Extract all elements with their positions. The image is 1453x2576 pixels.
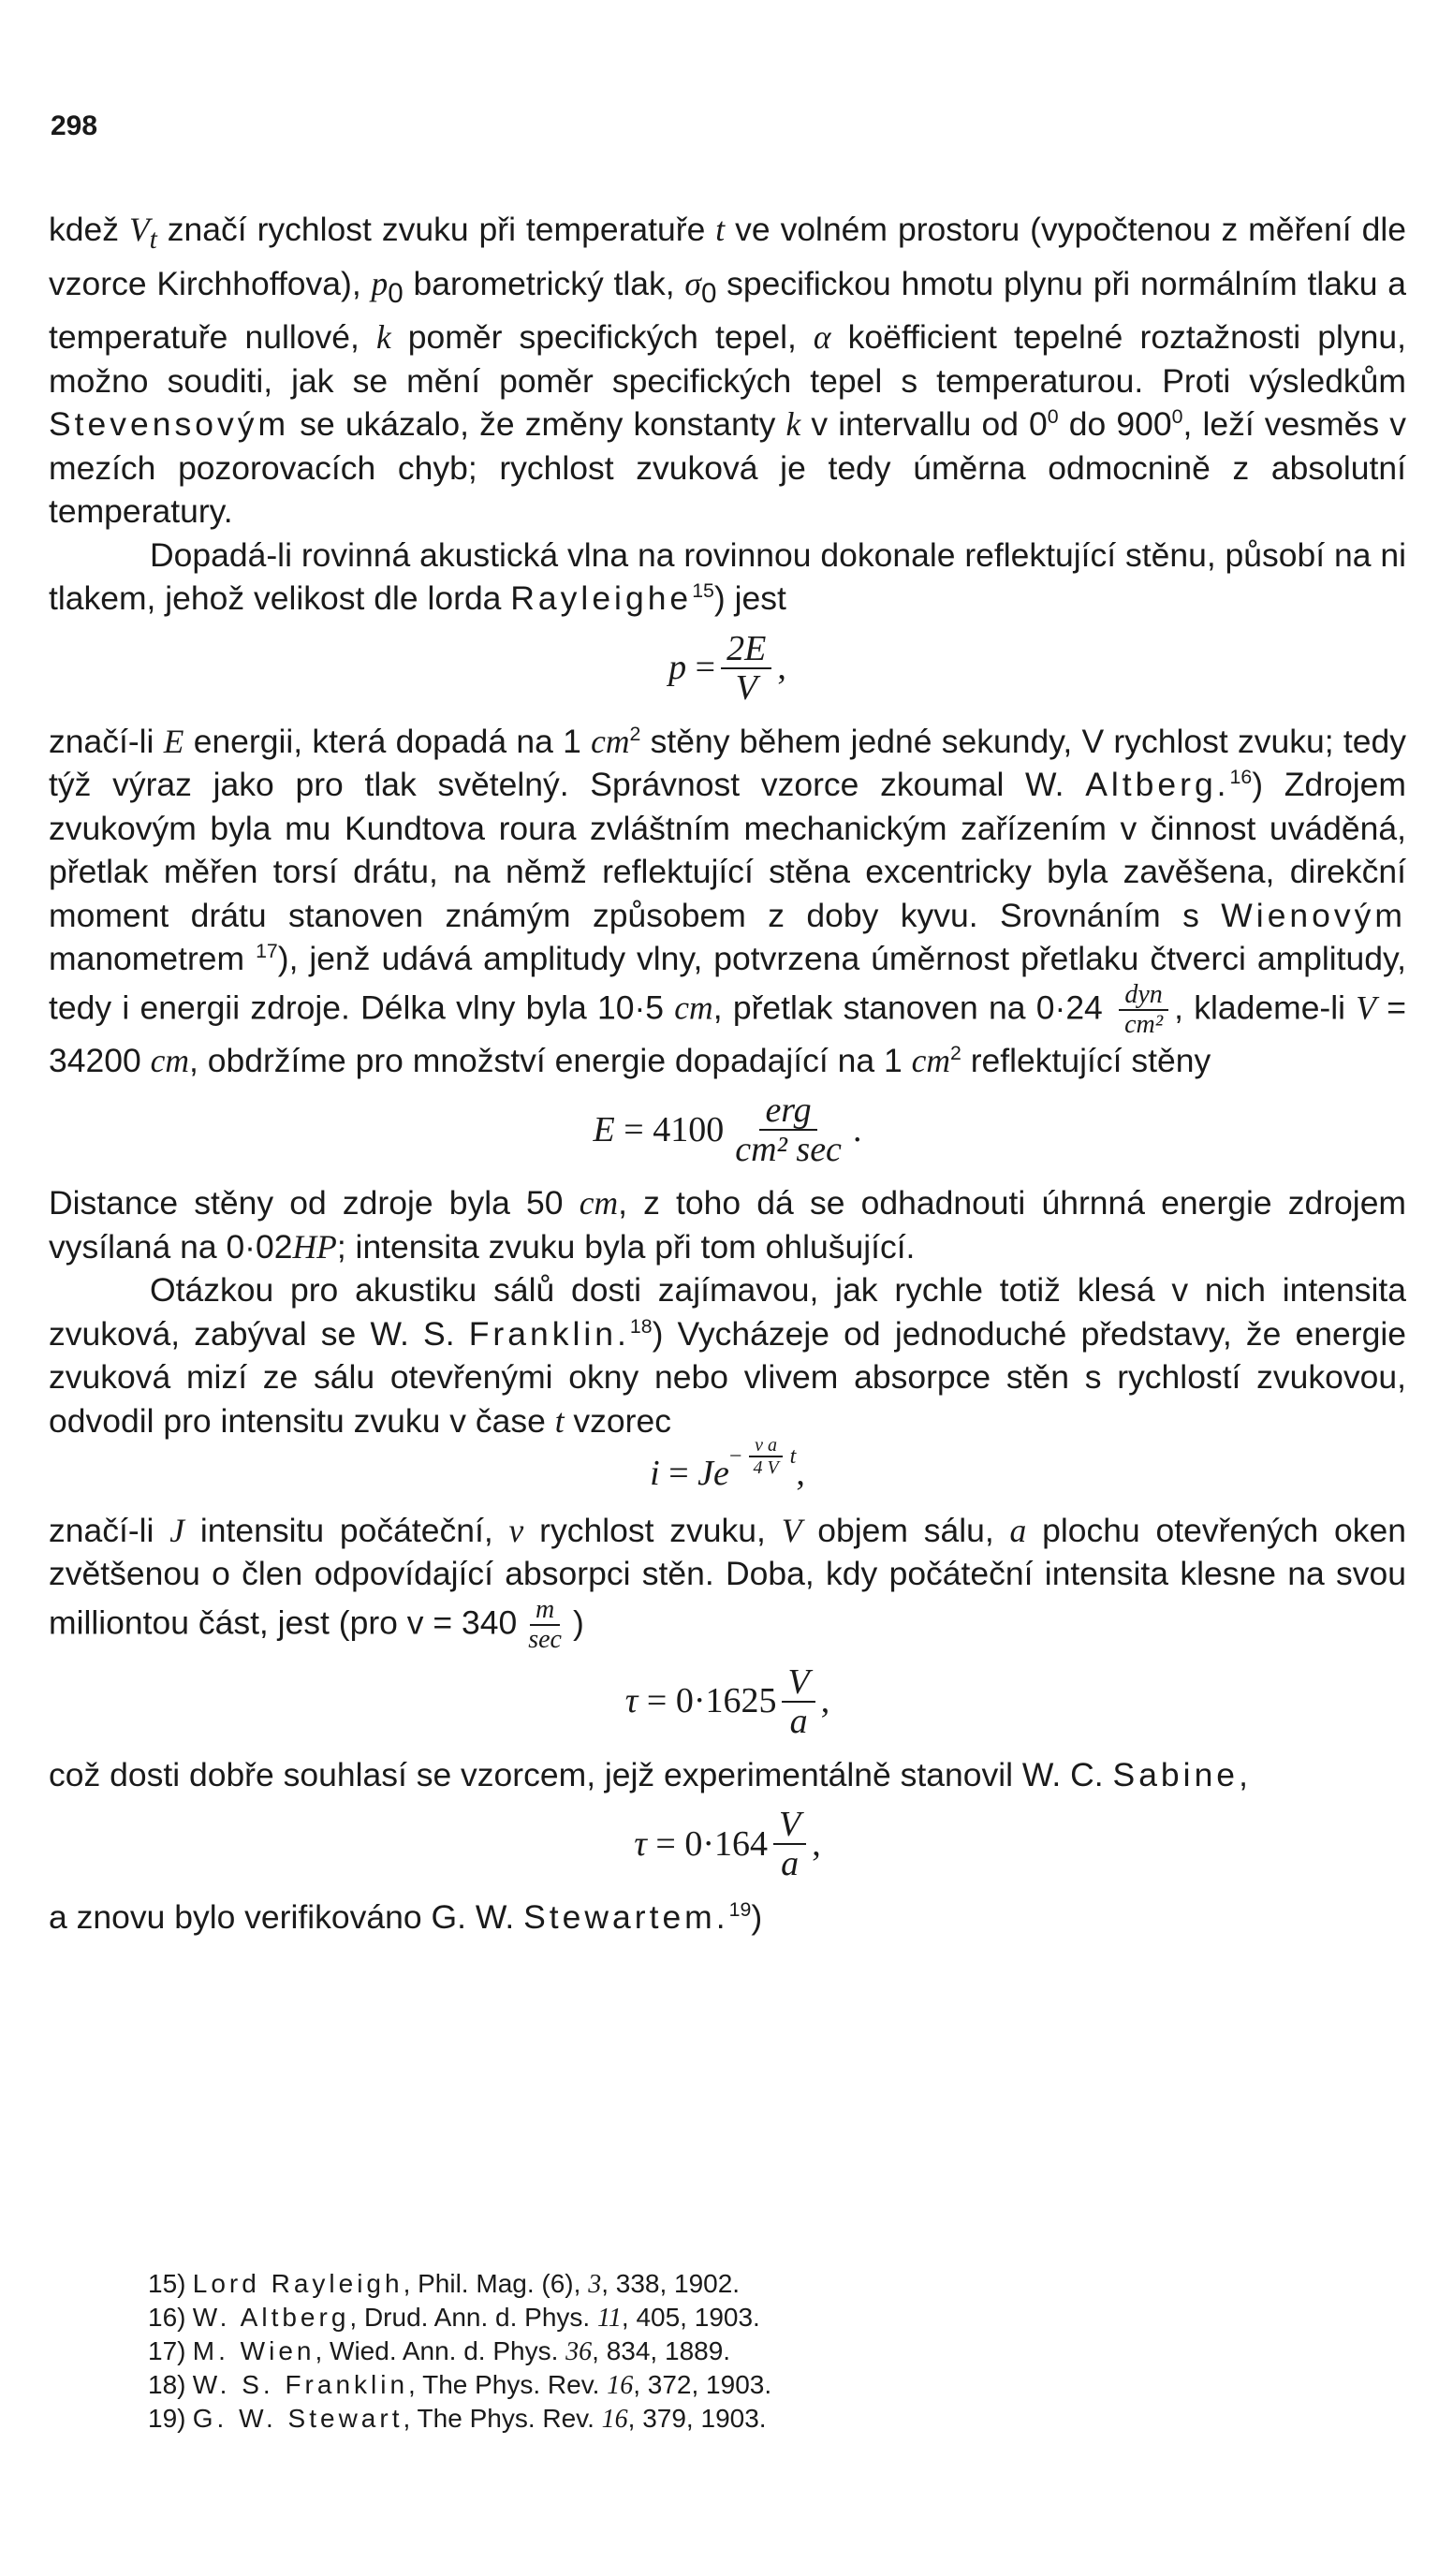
author-wien: Wienovým [1221, 896, 1406, 934]
footnote: 18) W. S. Franklin, The Phys. Rev. 16, 372, 1903. [148, 2370, 772, 2400]
author-stewart: Stewartem. [523, 1898, 729, 1937]
formula-intensity: i = J e $^{- \frac{\text{v a}}{4 V} t}$ , [650, 1435, 805, 1494]
main-text [49, 208, 1406, 1939]
page-number: 298 [51, 110, 98, 141]
paragraph-2: Dopadá-li rovinná akustická vlna na rovinnou dokonale reflektující stěnu, působí na ni tlakem, jehož velikost dle lorda Rayleighe$^{15}$) jest [49, 535, 1406, 618]
footnotes [148, 2267, 1271, 2436]
author-sabine: Sabine [1112, 1755, 1240, 1793]
paragraph-1: kdež $V_t$ značí rychlost zvuku při temperatuře t ve volném prostoru (vypočtenou z měření dle vzorce Kirchhoffova), $p_0$ barometrický tlak, $\sigma_0$ specifickou hmotu plynu při normálním tlaku a temperatuře nullové, k poměr specifických tepel, α koëfficient tepelné roztažnosti plynu, možno souditi, jak se mění poměr specifických tepel s temperaturou. Proti výsledkům Stevensovým se ukázalo, že změny konstanty k v intervallu od $0^0$ do $900^0$, leží vesměs v mezích pozorovacích chyb; rychlost zvuková je tedy úměrna odmocnině z absolutní temperatury. [49, 211, 1406, 531]
paragraph-3: značí-li E energii, která dopadá na 1 $cm^2$ stěny během jedné sekundy, V rychlost zvuku; tedy týž výraz jako pro tlak světelný. Správnost vzorce zkoumal W. Altberg.$^{16}$) Zdrojem zvukovým byla mu Kundtova roura zvláštním mechanickým zařízením v činnost uváděná, přetlak měřen torsí drátu, na němž reflektující stěna excentricky byla zavěšena, direkční moment drátu stanoven známým způsobem z doby kyvu. Srovnáním s Wienovým manometrem $^{17}$), jenž udává amplitudy vlny, potvrzena úměrnost přetlaku čtverci amplitudy, tedy i energii zdroje. Délka vlny byla 10·5 cm, přetlak stanoven na 0·24 $\frac{\text{dyn}}{\text{cm²}}$ , klademe-li V = 34200 cm, obdržíme pro množství energie dopadající na 1 $cm^2$ reflektující stěny [49, 722, 1406, 1079]
author-rayleigh: Rayleighe [510, 579, 693, 618]
footnote: 15) Lord Rayleigh, Phil. Mag. (6), 3, 338, 1902. [148, 2269, 741, 2299]
formula-sabine: τ = 0·164 $\frac{V}{a}$ , [634, 1805, 821, 1884]
formula-franklin: τ = 0·1625 $\frac{V}{a}$ , [624, 1661, 830, 1741]
paragraph-6: značí-li J intensitu počáteční, v rychlost zvuku, V objem sálu, a plochu otevřených oken zvětšenou o člen odpovídající absorpci stěn. Doba, kdy počáteční intensita klesne na svou milliontou část, jest (pro v = 340 $\frac{m}{\sec}$ ) [49, 1511, 1407, 1654]
formula-energy: E = 4100 $\frac{\text{erg}}{\text{cm² sec}}$ . [593, 1090, 862, 1170]
formula-pressure: p = $\frac{2E}{V}$ , [668, 628, 786, 708]
footnote: 19) G. W. Stewart, The Phys. Rev. 16, 379, 1903. [148, 2404, 767, 2434]
paragraph-7: což dosti dobře souhlasí se vzorcem, jejž experimentálně stanovil W. C. Sabine, [49, 1755, 1248, 1793]
paragraph-4: Distance stěny od zdroje byla 50 cm, z toho dá se odhadnouti úhrnná energie zdrojem vysílaná na 0·02HP; intensita zvuku byla při tom ohlušující. [49, 1184, 1407, 1266]
footnote: 17) M. Wien, Wied. Ann. d. Phys. 36, 834, 1889. [148, 2336, 731, 2366]
author-stevens: Stevensovým [49, 405, 290, 444]
author-franklin: Franklin. [468, 1314, 630, 1353]
paragraph-5: Otázkou pro akustiku sálů dosti zajímavou, jak rychle totiž klesá v nich intensita zvuková, zabýval se W. S. Franklin.$^{18}$) Vycházeje od jednoduché představy, že energie zvuková mizí ze sálu otevřenými okny nebo vlivem absorpce stěn s rychlostí zvukovou, odvodil pro intensitu zvuku v čase t vzorec [49, 1271, 1406, 1440]
paragraph-8: a znovu bylo verifikováno G. W. Stewartem.$^{19}$) [49, 1898, 763, 1937]
author-altberg: Altberg. [1085, 766, 1230, 804]
footnote: 16) W. Altberg, Drud. Ann. d. Phys. 11, 405, 1903. [148, 2303, 760, 2333]
